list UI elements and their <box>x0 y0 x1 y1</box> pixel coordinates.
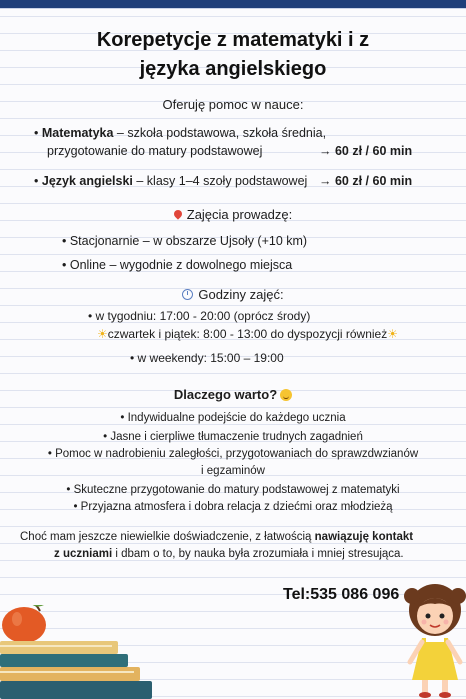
girl-illustration <box>404 580 466 699</box>
top-rule <box>0 8 466 9</box>
math-desc-2: przygotowanie do matury podstawowej <box>47 144 263 158</box>
closing-bold-1: nawiązuję kontakt <box>314 531 414 543</box>
why-item: • Jasne i cierpliwe tłumaczenie trudnych zagadnień <box>103 431 363 443</box>
math-line <box>34 125 326 142</box>
why-heading: Dlaczego warto? <box>173 387 278 402</box>
why-item: • Pomoc w nadrobieniu zaległości, przygotowaniach do sprawzdwzianów <box>47 448 419 460</box>
top-accent-bar <box>0 0 466 8</box>
closing-line-2: z uczniami i dbam o to, by nauka była zrozumiała i mniej stresująca. <box>54 548 404 560</box>
why-item-continuation: i egzaminów <box>201 465 265 477</box>
title-line-1: Korepetycje z matematyki i z <box>96 29 370 51</box>
page-title <box>0 26 466 84</box>
location-heading-row <box>0 206 466 223</box>
location-item: • Stacjonarnie – w obszarze Ujsoły (+10 km) <box>62 234 308 248</box>
location-pin-icon <box>172 208 183 219</box>
math-desc: – szkoła podstawowa, szkoła średnia, <box>113 126 327 140</box>
hours-item-thursday: ☀czwartek i piątek: 8:00 - 13:00 do dyspozycji również☀ <box>97 327 398 341</box>
closing-bold-2: z uczniami <box>54 548 113 560</box>
english-price: → 60 zł / 60 min <box>319 174 413 188</box>
why-item: • Indywidualne podejście do każdego ucznia <box>120 412 346 424</box>
hours-heading-row <box>0 286 466 303</box>
why-item: • Skuteczne przygotowanie do matury podstawowej z matematyki <box>66 484 400 496</box>
math-bullet: • <box>34 126 39 140</box>
clock-icon <box>182 289 193 300</box>
books-apple-illustration <box>0 605 160 699</box>
offer-intro: Oferuję pomoc w nauce: <box>162 97 304 112</box>
english-bullet: • <box>34 174 39 188</box>
smile-icon <box>280 389 292 401</box>
hours-heading: Godziny zajęć: <box>198 287 284 302</box>
phone-number: Tel:535 086 096 <box>283 586 400 603</box>
hours-item: • w tygodniu: 17:00 - 20:00 (oprócz środy) <box>88 309 311 323</box>
english-desc: – klasy 1–4 szoły podstawowej <box>132 174 308 188</box>
sun-icon: ☀ <box>97 327 108 341</box>
english-line <box>34 173 307 190</box>
title-line-2: języka angielskiego <box>139 58 327 80</box>
location-heading: Zajęcia prowadzę: <box>186 207 293 222</box>
why-heading-row <box>0 386 466 403</box>
english-subject: Język angielski <box>41 174 133 188</box>
sun-icon: ☀ <box>387 327 398 341</box>
why-item: • Przyjazna atmosfera i dobra relacja z dziećmi oraz młodzieżą <box>73 501 393 513</box>
math-price: → 60 zł / 60 min <box>319 144 413 158</box>
hours-item: • w weekendy: 15:00 – 19:00 <box>130 351 284 365</box>
location-item: • Online – wygodnie z dowolnego miejsca <box>62 258 293 272</box>
closing-line-1: Choć mam jeszcze niewielkie doświadczenie, z łatwością nawiązuję kontakt <box>20 531 414 543</box>
math-subject: Matematyka <box>41 126 114 140</box>
